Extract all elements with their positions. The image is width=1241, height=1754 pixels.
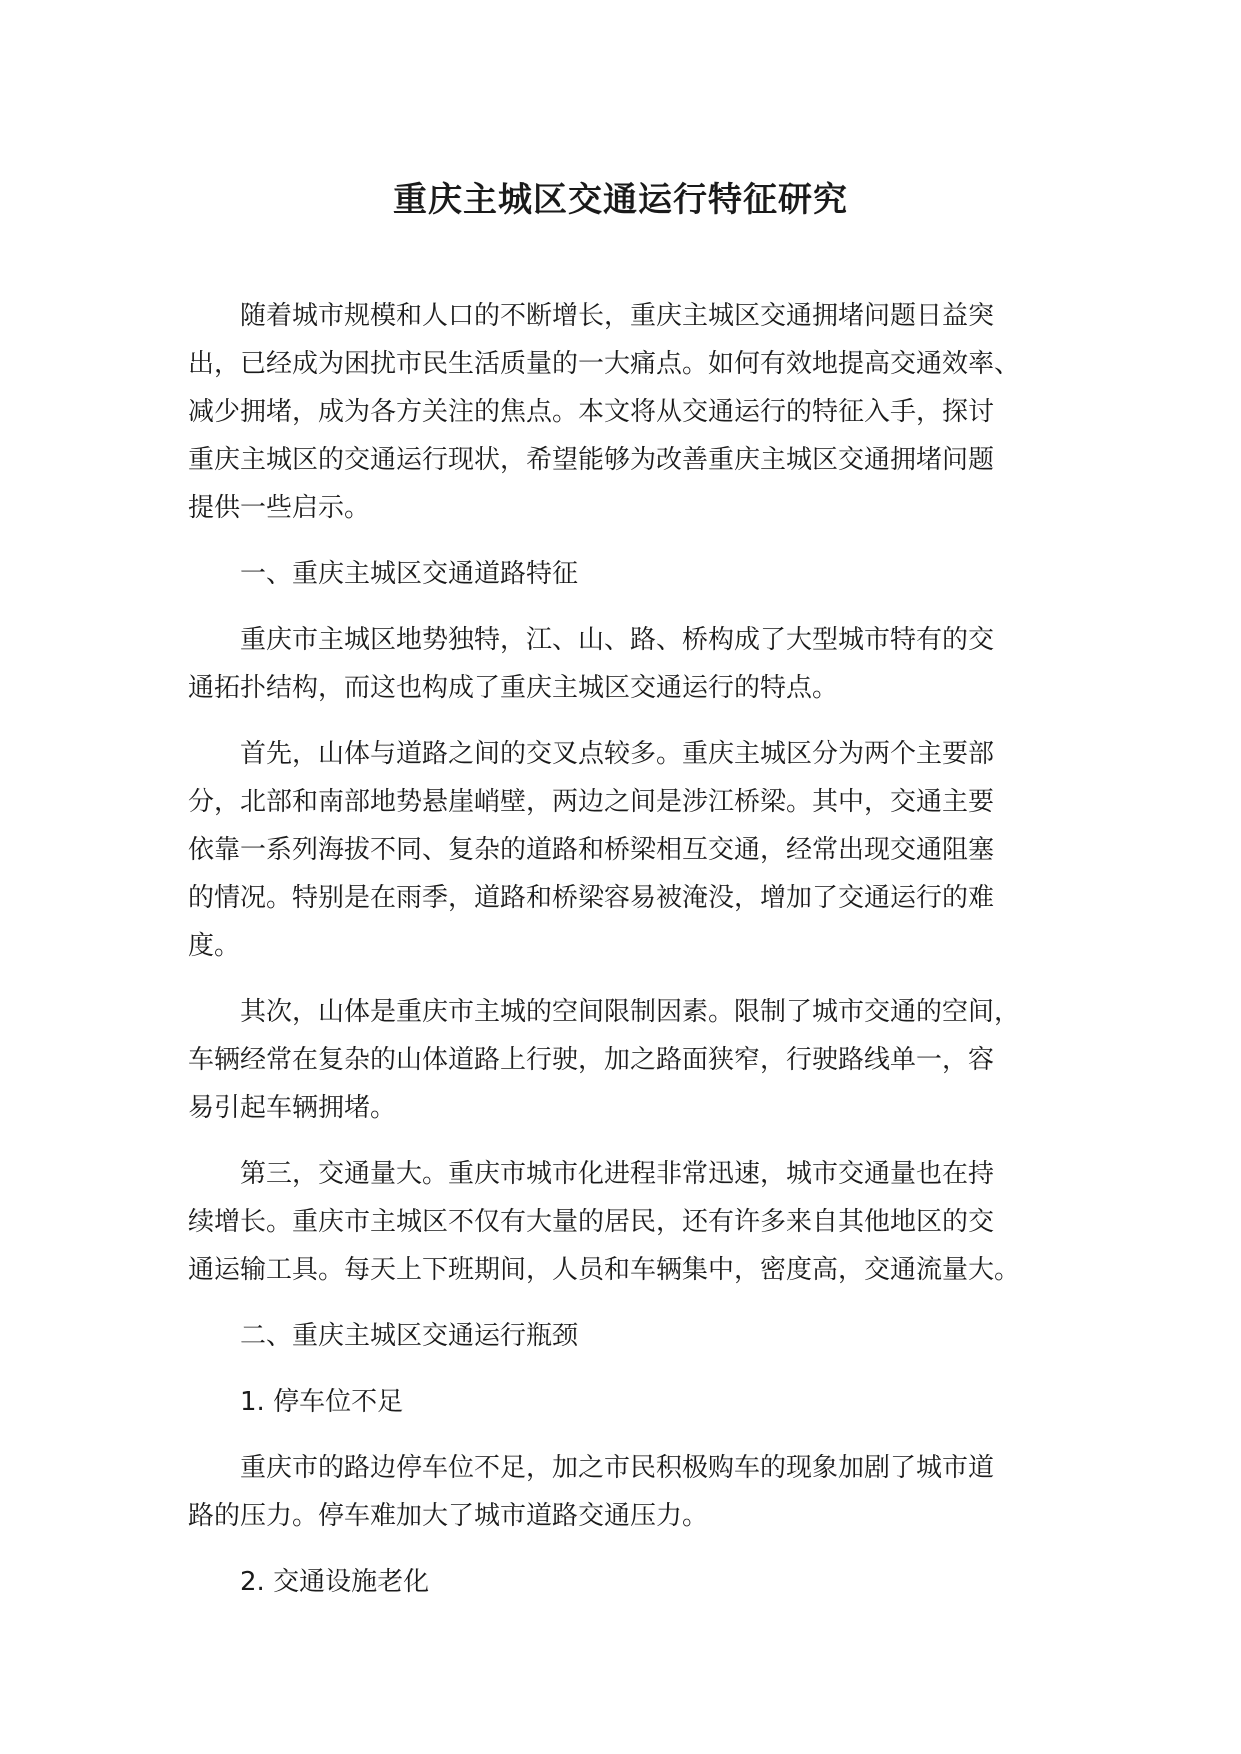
paragraph-second xyxy=(188,988,1088,1132)
subheading-facilities: 2. 交通设施老化 xyxy=(240,1567,430,1597)
text-line: 减少拥堵，成为各方关注的焦点。本文将从交通运行的特征入手，探讨 xyxy=(188,397,995,427)
document-title: 重庆主城区交通运行特征研究 xyxy=(393,180,848,220)
text-line: 度。 xyxy=(188,931,241,961)
paragraph-parking xyxy=(188,1444,1088,1540)
text-line: 提供一些启示。 xyxy=(188,493,371,523)
text-line: 第三，交通量大。重庆市城市化进程非常迅速，城市交通量也在持 xyxy=(240,1159,995,1189)
text-line: 通运输工具。每天上下班期间，人员和车辆集中，密度高，交通流量大。 xyxy=(188,1255,1021,1285)
text-line: 续增长。重庆市主城区不仅有大量的居民，还有许多来自其他地区的交 xyxy=(188,1207,995,1237)
text-line: 分，北部和南部地势悬崖峭壁，两边之间是涉江桥梁。其中，交通主要 xyxy=(188,787,995,817)
section-heading-2: 二、重庆主城区交通运行瓶颈 xyxy=(240,1321,579,1351)
text-line: 的情况。特别是在雨季，道路和桥梁容易被淹没，增加了交通运行的难 xyxy=(188,883,995,913)
text-line: 路的压力。停车难加大了城市道路交通压力。 xyxy=(188,1501,709,1531)
document-body xyxy=(188,292,1088,1624)
section-heading-1: 一、重庆主城区交通道路特征 xyxy=(240,559,579,589)
paragraph-third xyxy=(188,1150,1088,1294)
text-line: 首先，山体与道路之间的交叉点较多。重庆主城区分为两个主要部 xyxy=(240,739,995,769)
text-line: 重庆市主城区地势独特，江、山、路、桥构成了大型城市特有的交 xyxy=(240,625,995,655)
text-line: 其次，山体是重庆市主城的空间限制因素。限制了城市交通的空间， xyxy=(240,997,1021,1027)
paragraph-road-features xyxy=(188,616,1088,712)
text-line: 易引起车辆拥堵。 xyxy=(188,1093,397,1123)
subheading-parking: 1. 停车位不足 xyxy=(240,1387,404,1417)
text-line: 重庆主城区的交通运行现状，希望能够为改善重庆主城区交通拥堵问题 xyxy=(188,445,995,475)
text-line: 出，已经成为困扰市民生活质量的一大痛点。如何有效地提高交通效率、 xyxy=(188,349,1021,379)
text-line: 重庆市的路边停车位不足，加之市民积极购车的现象加剧了城市道 xyxy=(240,1453,995,1483)
paragraph-intro xyxy=(188,292,1088,532)
text-line: 依靠一系列海拔不同、复杂的道路和桥梁相互交通，经常出现交通阻塞 xyxy=(188,835,995,865)
text-line: 通拓扑结构，而这也构成了重庆主城区交通运行的特点。 xyxy=(188,673,839,703)
text-line: 随着城市规模和人口的不断增长，重庆主城区交通拥堵问题日益突 xyxy=(240,301,995,331)
paragraph-first xyxy=(188,730,1088,970)
text-line: 车辆经常在复杂的山体道路上行驶，加之路面狭窄，行驶路线单一，容 xyxy=(188,1045,995,1075)
